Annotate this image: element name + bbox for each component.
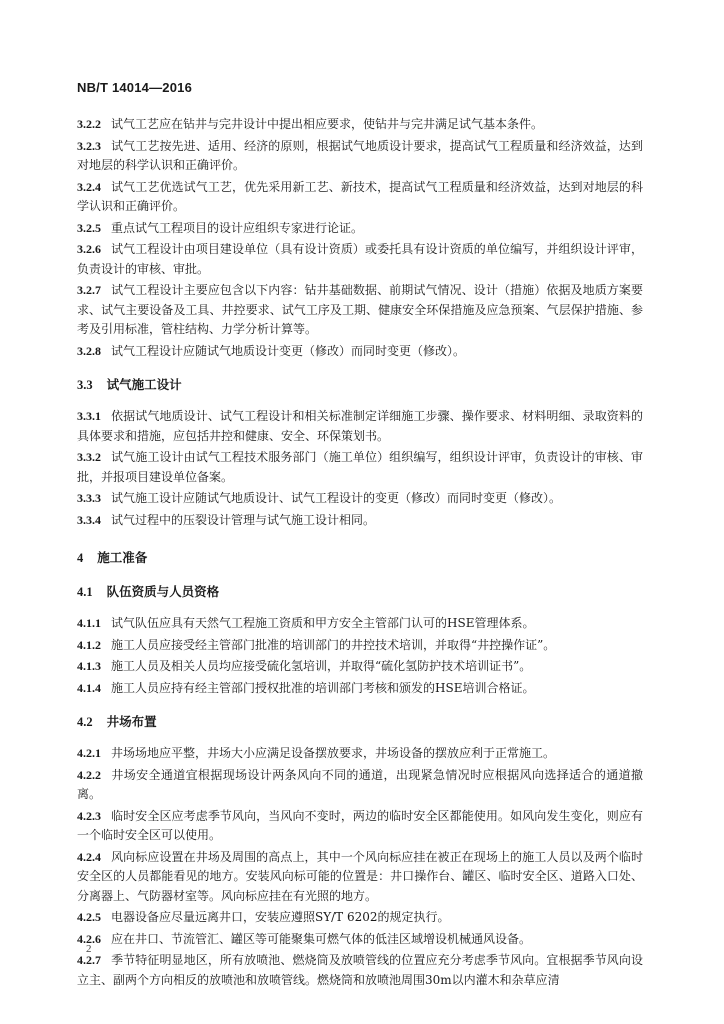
clause-paragraph — [77, 766, 643, 805]
clause-text: 依据试气地质设计、试气工程设计和相关标准制定详细施工步骤、操作要求、材料明细、录取资料的具体要求和措施，应包括井控和健康、安全、环保策划书。 — [77, 409, 643, 443]
clause-number: 3.2.6 — [77, 242, 101, 256]
clause-text: 试气工艺按先进、适用、经济的原则，根据试气地质设计要求，提高试气工程质量和经济效益，达到对地层的科学认识和正确评价。 — [77, 138, 643, 172]
clause-text: 试气工艺应在钻井与完井设计中提出相应要求，使钻井与完井满足试气基本条件。 — [111, 117, 544, 131]
clause-number: 3.3.4 — [77, 512, 101, 527]
clause-paragraph — [77, 951, 643, 990]
clause-paragraph — [77, 657, 643, 677]
clause-text: 临时安全区应考虑季节风向，当风向不变时，两边的临时安全区都能使用。如风向发生变化，则应有一个临时安全区可以使用。 — [77, 808, 643, 842]
clause-number: 4.2.1 — [77, 746, 101, 760]
clause-text: 季节特征明显地区，所有放喷池、燃烧筒及放喷管线的位置应充分考虑季节风向。宜根据季节风向设立主、副两个方向相反的放喷池和放喷管线。燃烧筒和放喷池周围30m以内灌木和杂草应清 — [77, 953, 643, 987]
clause-paragraph — [77, 908, 643, 928]
clause-number: 4.2.7 — [77, 953, 101, 967]
clause-paragraph — [77, 407, 643, 446]
clause-number: 3.3.2 — [77, 450, 101, 464]
clause-paragraph — [77, 848, 643, 907]
clause-number: 4.2.2 — [77, 767, 101, 782]
clause-number: 3.2.7 — [77, 283, 101, 297]
clause-number: 3.2.3 — [77, 138, 101, 153]
clause-text: 试气队伍应具有天然气工程施工资质和甲方安全主管部门认可的HSE管理体系。 — [111, 616, 535, 630]
clause-paragraph — [77, 511, 643, 531]
document-body — [77, 115, 643, 992]
clause-number: 4.2.6 — [77, 931, 101, 946]
clause-paragraph — [77, 489, 643, 509]
clause-number: 4.1.2 — [77, 637, 101, 652]
clause-text: 电器设备应尽量远离井口，安装应遵照SY/T 6202的规定执行。 — [111, 910, 450, 924]
clause-number: 4 — [77, 551, 84, 565]
clause-number: 4.1.4 — [77, 680, 101, 695]
clause-text: 重点试气工程项目的设计应组织专家进行论证。 — [111, 220, 364, 235]
clause-number: 3.2.8 — [77, 343, 101, 358]
clause-text: 试气工艺优选试气工艺，优先采用新工艺、新技术，提高试气工程质量和经济效益，达到对地层的科学认识和正确评价。 — [77, 179, 643, 213]
clause-number: 3.2.2 — [77, 117, 101, 131]
clause-paragraph — [77, 178, 643, 217]
clause-number: 3.3 — [77, 378, 93, 392]
section-heading — [77, 375, 643, 395]
clause-text: 井场安全通道宜根据现场设计两条风向不同的通道，出现紧急情况时应根据风向选择适合的通道撤离。 — [77, 767, 643, 801]
clause-text: 施工人员应接受经主管部门批准的培训部门的井控技术培训，并取得“井控操作证”。 — [111, 637, 556, 652]
clause-paragraph — [77, 115, 643, 135]
clause-number: 4.2 — [77, 715, 93, 729]
section-heading — [77, 582, 643, 602]
page-number: 2 — [86, 943, 92, 955]
clause-paragraph — [77, 448, 643, 487]
clause-text: 试气过程中的压裂设计管理与试气施工设计相同。 — [111, 512, 376, 527]
clause-number: 3.2.4 — [77, 179, 101, 194]
clause-paragraph — [77, 614, 643, 634]
clause-paragraph — [77, 281, 643, 340]
clause-paragraph — [77, 930, 643, 950]
clause-number: 4.1 — [77, 585, 93, 599]
clause-text: 试气施工设计应随试气地质设计、试气工程设计的变更（修改）而同时变更（修改）。 — [111, 491, 562, 505]
clause-text: 井场场地应平整，井场大小应满足设备摆放要求，井场设备的摆放应利于正常施工。 — [111, 746, 556, 760]
clause-text: 试气工程设计由项目建设单位（具有设计资质）或委托具有设计资质的单位编写，并组织设计评审，负责设计的审核、审批。 — [77, 242, 643, 276]
clause-paragraph — [77, 342, 643, 362]
clause-number: 4.1.3 — [77, 659, 101, 673]
clause-number: 3.2.5 — [77, 220, 101, 235]
clause-paragraph — [77, 679, 643, 699]
clause-number: 4.2.4 — [77, 849, 101, 864]
clause-text: 施工人员应持有经主管部门授权批准的培训部门考核和颁发的HSE培训合格证。 — [111, 680, 535, 695]
clause-text: 应在井口、节流管汇、罐区等可能聚集可燃气体的低洼区域增设机械通风设备。 — [111, 931, 532, 946]
clause-text: 施工准备 — [97, 550, 148, 565]
clause-paragraph — [77, 240, 643, 279]
clause-text: 队伍资质与人员资格 — [106, 584, 220, 599]
clause-number: 3.3.1 — [77, 409, 101, 423]
standard-code: NB/T 14014—2016 — [77, 80, 193, 95]
clause-number: 4.2.3 — [77, 808, 101, 823]
clause-text: 风向标应设置在井场及周围的高点上，其中一个风向标应挂在被正在现场上的施工人员以及两个临时安全区的人员都能看见的地方。安装风向标可能的位置是：井口操作台、罐区、临时安全区、道路入口处、分离器上、气防器材室等。风向标应挂在有光照的地方。 — [77, 849, 643, 903]
clause-paragraph — [77, 744, 643, 764]
clause-paragraph — [77, 807, 643, 846]
clause-text: 试气工程设计主要应包含以下内容：钻井基础数据、前期试气情况、设计（措施）依据及地质方案要求、试气主要设备及工具、井控要求、试气工序及工期、健康安全环保措施及应急预案、气层保护措施、参考及引用标准，管柱结构、力学分析计算等。 — [77, 283, 643, 336]
section-heading — [77, 712, 643, 732]
clause-paragraph — [77, 219, 643, 239]
clause-text: 施工人员及相关人员均应接受硫化氢培训，并取得“硫化氢防护技术培训证书”。 — [111, 659, 532, 673]
clause-number: 4.1.1 — [77, 616, 101, 630]
clause-paragraph — [77, 137, 643, 176]
clause-text: 试气工程设计应随试气地质设计变更（修改）而同时变更（修改）。 — [111, 343, 466, 358]
clause-text: 井场布置 — [106, 714, 157, 729]
clause-number: 3.3.3 — [77, 491, 101, 505]
clause-number: 4.2.5 — [77, 910, 101, 924]
chapter-heading — [77, 548, 643, 568]
clause-paragraph — [77, 636, 643, 656]
clause-text: 试气施工设计由试气工程技术服务部门（施工单位）组织编写，组织设计评审，负责设计的审核、审批，并报项目建设单位备案。 — [77, 450, 643, 484]
clause-text: 试气施工设计 — [106, 377, 182, 392]
